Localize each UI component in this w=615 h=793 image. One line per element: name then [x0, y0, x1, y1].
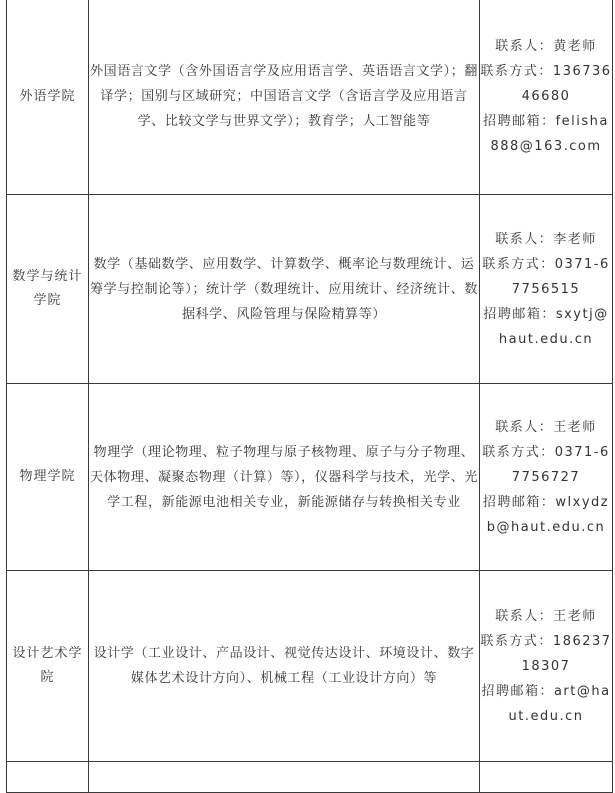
- contact-cell: [480, 0, 613, 195]
- table-row: [7, 384, 613, 571]
- contact-email: 招聘邮箱：wlxydzb@haut.edu.cn: [482, 494, 610, 535]
- majors-text: 设计学（工业设计、产品设计、视觉传达设计、环境设计、数字媒体艺术设计方向）、机械工程（工业设计方向）等: [89, 571, 480, 762]
- empty-cell: [480, 762, 613, 793]
- empty-cell: [7, 762, 89, 793]
- contact-email: 招聘邮箱：art@haut.edu.cn: [481, 683, 611, 724]
- contact-email: 招聘邮箱：sxytj@haut.edu.cn: [483, 306, 609, 347]
- contact-phone: 联系方式：13673646680: [480, 64, 612, 104]
- empty-cell: [89, 762, 480, 793]
- contact-email: 招聘邮箱：felisha888@163.com: [483, 114, 609, 154]
- contact-phone: 联系方式：0371-67756727: [482, 444, 610, 485]
- contact-cell: [480, 384, 613, 571]
- college-name: 物理学院: [7, 384, 89, 571]
- table-row: [7, 0, 613, 195]
- contact-cell: [480, 571, 613, 762]
- college-name: 数学与统计学院: [7, 195, 89, 384]
- contact-cell: [480, 195, 613, 384]
- table-row: [7, 571, 613, 762]
- contact-person: 联系人：王老师: [495, 419, 597, 435]
- majors-text: 物理学（理论物理、粒子物理与原子核物理、原子与分子物理、天体物理、凝聚态物理（计算）等），仪器科学与技术，光学、光学工程，新能源电池相关专业，新能源储存与转换相关专业: [89, 384, 480, 571]
- table-row: [7, 195, 613, 384]
- contact-person: 联系人：黄老师: [495, 39, 597, 54]
- college-name: 设计艺术学院: [7, 571, 89, 762]
- contact-phone: 联系方式：18623718307: [480, 633, 612, 674]
- recruitment-table: [6, 0, 613, 793]
- table-row-partial: [7, 762, 613, 793]
- contact-person: 联系人：李老师: [495, 231, 597, 247]
- contact-phone: 联系方式：0371-67756515: [482, 256, 610, 297]
- majors-text: 外国语言文学（含外国语言学及应用语言学、英语语言文学）；翻译学；国别与区域研究；中国语言文学（含语言学及应用语言学、比较文学与世界文学）；教育学；人工智能等: [89, 0, 480, 195]
- college-name: 外语学院: [7, 0, 89, 195]
- majors-text: 数学（基础数学、应用数学、计算数学、概率论与数理统计、运筹学与控制论等）；统计学（数理统计、应用统计、经济统计、数据科学、风险管理与保险精算等）: [89, 195, 480, 384]
- contact-person: 联系人：王老师: [495, 608, 597, 624]
